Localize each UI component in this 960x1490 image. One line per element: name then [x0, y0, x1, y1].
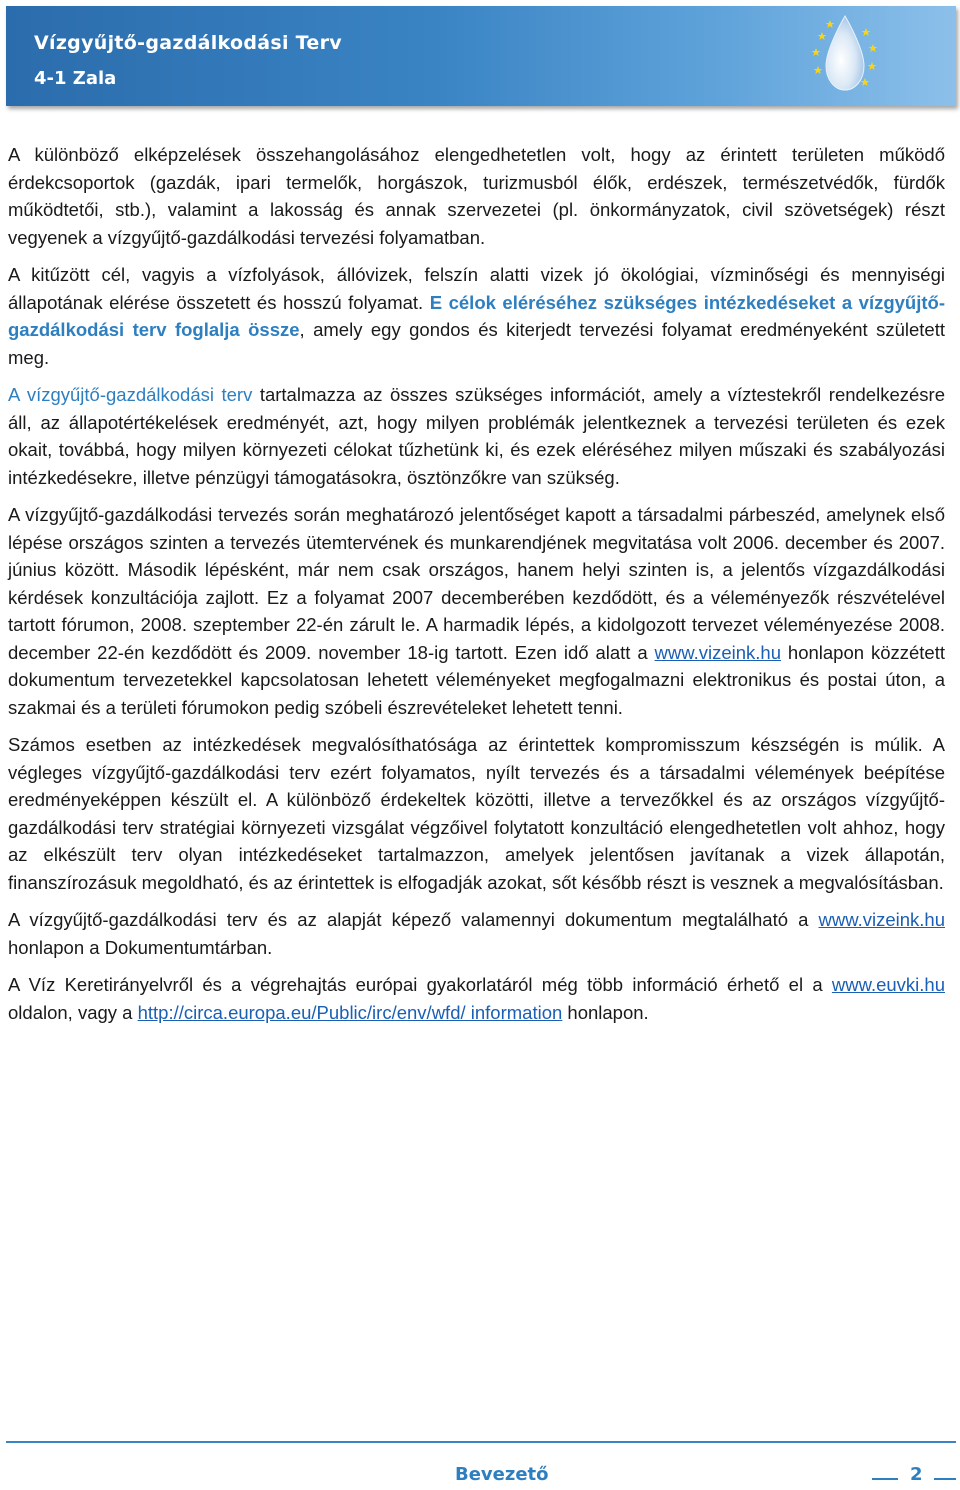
page-number: 2 [910, 1464, 923, 1485]
euvki-link[interactable]: www.euvki.hu [831, 974, 945, 995]
document-subtitle: 4-1 Zala [34, 68, 117, 89]
paragraph-goal-text-end: , amely egy gondos és kiterjedt tervezési folyamat eredményeként született meg. [8, 319, 945, 368]
document-title: Vízgyűjtő-gazdálkodási Terv [34, 32, 342, 54]
paragraph-documents-text-end: honlapon a Dokumentumtárban. [8, 936, 273, 958]
paragraph-more-info-text: A Víz Keretirányelvről és a végrehajtás európai gyakorlatáról még több információ érhető el a [8, 974, 832, 995]
paragraph-stakeholders: A különböző elképzelések összehangolásához elengedhetetlen volt, hogy az érintett területen működő érdekcsoportok (gazdák, ipari termelők, horgászok, turizmusból élők, erdészek, természetvédők, fürdők működtetői, stb.), valamint a lakosság és annak szervezetei (pl. önkormányzatok, civil szövetségek) részt vegyenek a vízgyűjtő-gazdálkodási tervezési folyamatban. [8, 144, 945, 248]
paragraph-goal [8, 261, 945, 371]
paragraph-more-info-mid: oldalon, vagy a [8, 1001, 138, 1023]
paragraph-more-info-end: honlapon. [562, 1001, 649, 1023]
paragraph-compromise: Számos esetben az intézkedések megvalósíthatósága az érintettek kompromisszum készségén is múlik. A végleges vízgyűjtő-gazdálkodási terv ezért folyamatos, nyílt tervezés és a társadalmi vélemények beépítése eredményeképpen készült el. A különböző érdekeltek közötti, illetve a tervezőkkel és az országos vízgyűjtő-gazdálkodási terv stratégiai környezeti vizsgálat végzőivel folytatott konzultáció elengedhetetlen volt ahhoz, hogy az elkészült terv olyan intézkedéseket tartalmazzon, amelyek jelentősen javítanak a vizek állapotán, finanszírozásuk megoldható, és az érintettek is elfogadják azokat, sőt később részt is vesznek a megvalósításban. [8, 734, 945, 893]
paragraph-plan-text: tartalmazza az összes szükséges információt, amely a víztestekről rendelkezésre áll, az állapotértékelések eredményét, azt, hogy milyen problémák jelentkeznek a tervezési területen és ezek okait, továbbá, hogy milyen környezeti célokat tűzhetünk ki, és ezek eléréséhez milyen műszaki és szabályozási intézkedésekre, illetve pénzügyi támogatásokra, ösztönzőkre van szükség. [8, 384, 945, 488]
paragraph-plan-highlight: A vízgyűjtő-gazdálkodási terv [8, 384, 253, 405]
water-drop-eu-stars-icon [810, 10, 880, 102]
footer-section-title: Bevezető [455, 1464, 549, 1485]
footer-dash-left [872, 1478, 898, 1480]
footer-dash-right [934, 1478, 956, 1480]
paragraph-documents-text: A vízgyűjtő-gazdálkodási terv és az alapját képező valamennyi dokumentum megtalálható a [8, 909, 819, 930]
paragraph-dialogue-text: A vízgyűjtő-gazdálkodási tervezés során meghatározó jelentőséget kapott a társadalmi párbeszéd, amelynek első lépése országos szinten a tervezés ütemtervének és munkarendjének megvitatása volt 2006. december és 2007. június között. Második lépésként, már nem csak országos, hanem helyi szinten is, a jelentős vízgazdálkodási kérdések konzultációja zajlott. Ez a folyamat 2007 decemberében kezdődött, és a véleményezők részvételével tartott fórumon, 2008. szeptember 22-én zárult le. A harmadik lépés, a kidolgozott tervezet véleményezése 2008. december 22-én kezdődött és 2009. november 18-ig tartott. Ezen idő alatt a [8, 504, 945, 663]
paragraph-goal-text: A kitűzött cél, vagyis a vízfolyások, állóvizek, felszín alatti vizek jó ökológiai, vízminőségi és mennyiségi állapotának elérése összetett és hosszú folyamat. [8, 264, 945, 313]
vizeink-link[interactable]: www.vizeink.hu [654, 641, 781, 663]
paragraph-goal-highlight: E célok eléréséhez szükséges intézkedéseket a vízgyűjtő-gazdálkodási terv foglalja össze [8, 291, 945, 340]
document-body [8, 141, 945, 1036]
paragraph-plan-content [8, 381, 945, 491]
paragraph-more-info [8, 971, 945, 1026]
paragraph-documents [8, 906, 945, 961]
vizeink-link-2[interactable]: www.vizeink.hu [818, 909, 945, 930]
document-header [6, 6, 956, 106]
paragraph-dialogue-text-end: honlapon közzétett dokumentum tervezetekkel kapcsolatosan lehetett véleményeket megfogalmazni elektronikus és postai úton, a szakmai és a területi fórumokon pedig szóbeli észrevételeket lehetett tenni. [8, 641, 945, 718]
paragraph-public-dialogue [8, 501, 945, 721]
footer-divider [6, 1441, 956, 1443]
circa-europa-link[interactable]: http://circa.europa.eu/Public/irc/env/wfd/ information [137, 1001, 563, 1023]
